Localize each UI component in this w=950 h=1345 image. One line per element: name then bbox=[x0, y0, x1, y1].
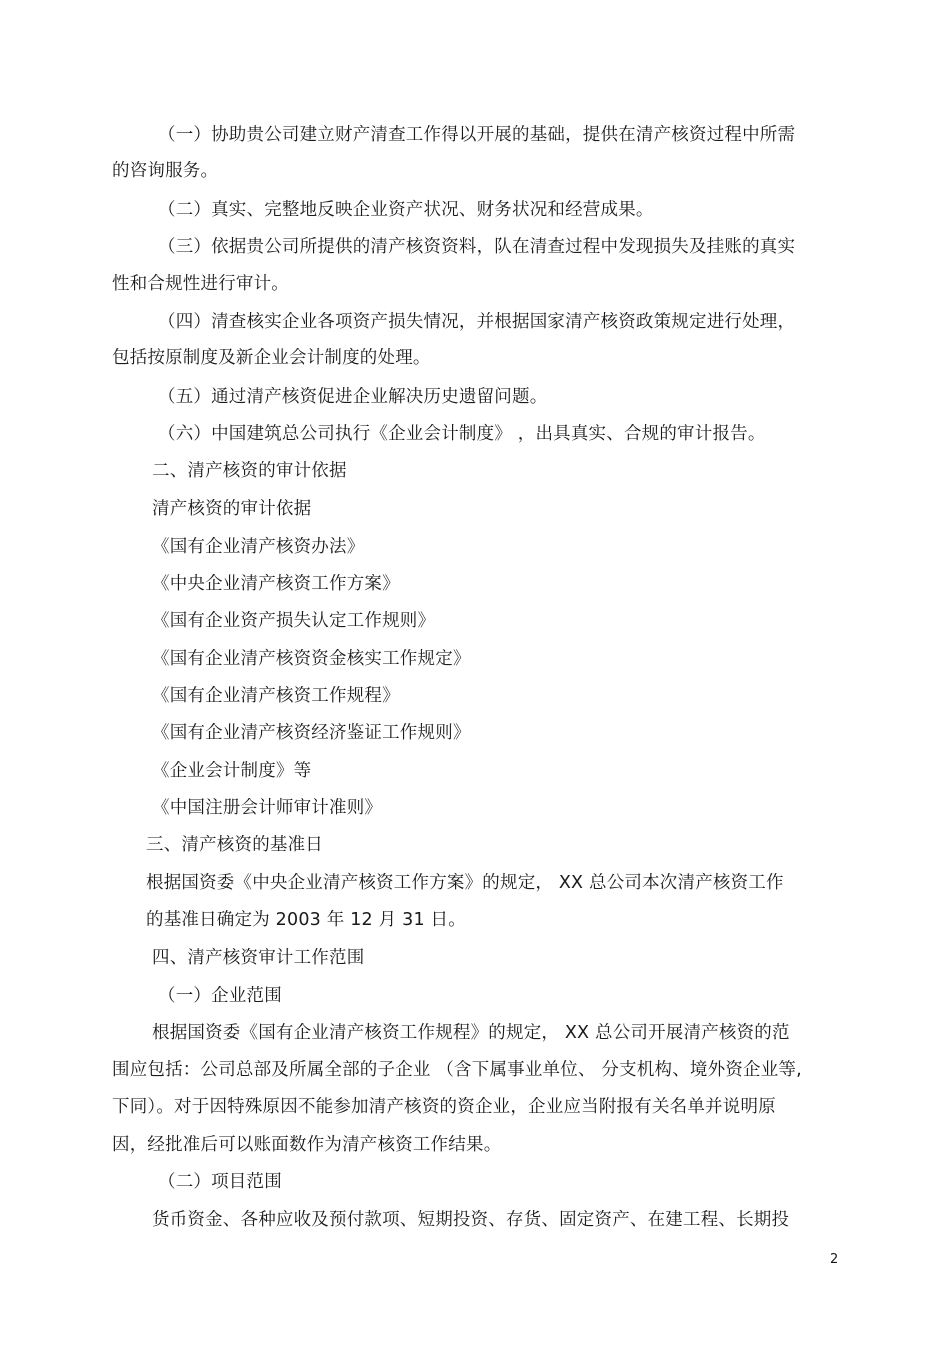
paragraph-line: （一）协助贵公司建立财产清查工作得以开展的基础，提供在清产核资过程中所需 bbox=[158, 125, 796, 145]
paragraph-line: （三）依据贵公司所提供的清产核资资料，队在清查过程中发现损失及挂账的真实 bbox=[158, 237, 796, 257]
paragraph-line: 清产核资的审计依据 bbox=[152, 499, 312, 519]
regulation-item: 《中国注册会计师审计准则》 bbox=[152, 798, 383, 818]
paragraph-line: 围应包括：公司总部及所属全部的子企业 （含下属事业单位、 分支机构、境外资企业等, bbox=[112, 1060, 802, 1080]
regulation-item: 《国有企业清产核资经济鉴证工作规则》 bbox=[152, 723, 471, 743]
section-heading: 二、清产核资的审计依据 bbox=[152, 461, 347, 481]
regulation-item: 《中央企业清产核资工作方案》 bbox=[152, 574, 400, 594]
regulation-item: 《国有企业清产核资资金核实工作规定》 bbox=[152, 649, 471, 669]
subsection-heading: （二）项目范围 bbox=[158, 1172, 282, 1192]
section-heading: 三、清产核资的基准日 bbox=[146, 835, 323, 855]
paragraph-line: 性和合规性进行审计。 bbox=[112, 274, 289, 294]
paragraph-line: 根据国资委《国有企业清产核资工作规程》的规定， XX 总公司开展清产核资的范 bbox=[152, 1023, 790, 1043]
paragraph-line: 包括按原制度及新企业会计制度的处理。 bbox=[112, 348, 431, 368]
regulation-item: 《国有企业资产损失认定工作规则》 bbox=[152, 611, 436, 631]
paragraph-line: （四）清查核实企业各项资产损失情况，并根据国家清产核资政策规定进行处理， bbox=[158, 312, 796, 332]
regulation-item: 《国有企业清产核资工作规程》 bbox=[152, 686, 400, 706]
subsection-heading: （一）企业范围 bbox=[158, 986, 282, 1006]
paragraph-line: （二）真实、完整地反映企业资产状况、财务状况和经营成果。 bbox=[158, 200, 654, 220]
paragraph-line: 因，经批准后可以账面数作为清产核资工作结果。 bbox=[112, 1135, 502, 1155]
paragraph-line: 根据国资委《中央企业清产核资工作方案》的规定， XX 总公司本次清产核资工作 bbox=[146, 873, 784, 893]
paragraph-line: 的基准日确定为 2003 年 12 月 31 日。 bbox=[146, 910, 466, 930]
paragraph-line: 货币资金、各种应收及预付款项、短期投资、存货、固定资产、在建工程、长期投 bbox=[152, 1210, 790, 1230]
paragraph-line: （五）通过清产核资促进企业解决历史遗留问题。 bbox=[158, 387, 548, 407]
section-heading: 四、清产核资审计工作范围 bbox=[152, 948, 365, 968]
paragraph-line: 的咨询服务。 bbox=[112, 161, 219, 181]
regulation-item: 《国有企业清产核资办法》 bbox=[152, 537, 365, 557]
page-number: 2 bbox=[830, 1252, 839, 1267]
paragraph-line: （六）中国建筑总公司执行《企业会计制度》 ，出具真实、合规的审计报告。 bbox=[158, 424, 766, 444]
paragraph-line: 下同）。对于因特殊原因不能参加清产核资的资企业，企业应当附报有关名单并说明原 bbox=[112, 1097, 776, 1117]
regulation-item: 《企业会计制度》等 bbox=[152, 761, 312, 781]
